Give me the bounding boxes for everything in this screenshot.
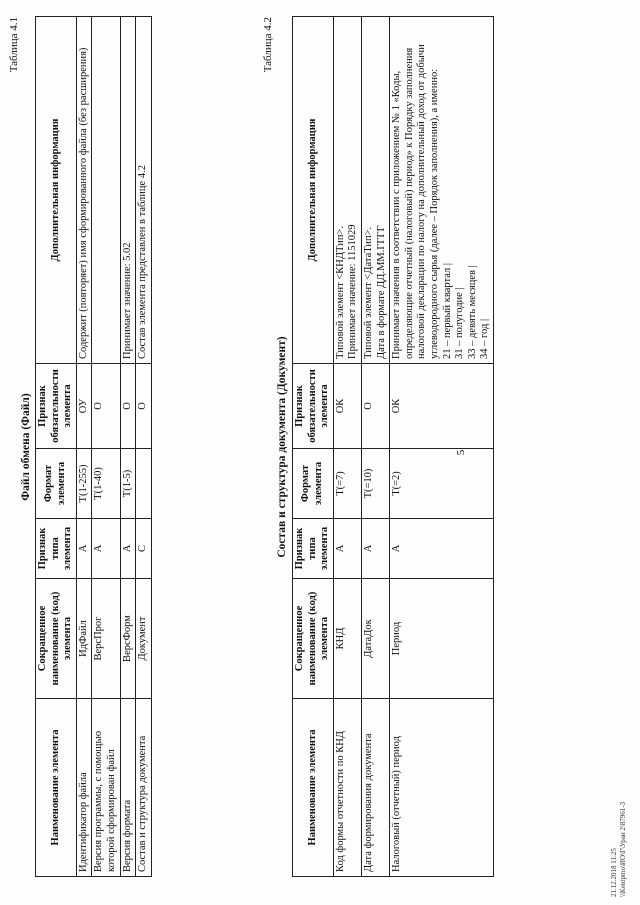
cell-info: Состав элемента представлен в таблице 4.2 — [136, 17, 152, 364]
table-row — [333, 17, 361, 877]
cell-required: О — [120, 364, 136, 449]
file-exchange-table — [35, 16, 152, 877]
cell-code: ДатаДок — [361, 579, 389, 699]
cell-name: Версия программы, с помощью которой сформирован файл — [92, 699, 120, 877]
cell-required: ОУ — [76, 364, 92, 449]
table-row — [120, 17, 136, 877]
header-format: Формат элемента — [293, 449, 334, 519]
cell-type: С — [136, 519, 152, 579]
table-row — [136, 17, 152, 877]
info-line: 21 – первый квартал | — [441, 263, 453, 359]
cell-code: ВерсПрог — [92, 579, 120, 699]
cell-type: А — [361, 519, 389, 579]
header-name: Наименование элемента — [36, 699, 77, 877]
table2-caption: Таблица 4.2 — [262, 17, 274, 73]
cell-info — [333, 17, 361, 364]
table2-title: Состав и структура документа (Документ) — [276, 336, 288, 558]
cell-required: ОК — [333, 364, 361, 449]
header-code: Сокращенное наименование (код) элемента — [293, 579, 334, 699]
cell-type: А — [120, 519, 136, 579]
cell-type: А — [333, 519, 361, 579]
cell-code: ИдФайл — [76, 579, 92, 699]
cell-name: Состав и структура документа — [136, 699, 152, 877]
table-row — [361, 17, 389, 877]
info-line: Дата в формате ДД.ММ.ГГГГ — [375, 225, 387, 359]
cell-info — [361, 17, 389, 364]
cell-code: КНД — [333, 579, 361, 699]
cell-info — [92, 17, 120, 364]
info-line: Принимает значение: 1151029 — [347, 224, 359, 359]
cell-type: А — [76, 519, 92, 579]
cell-required: ОК — [390, 364, 494, 449]
table2-header-row — [293, 17, 334, 877]
document-structure-table — [292, 16, 494, 877]
footer-timestamp: 21.12.2018 11:25 — [610, 848, 618, 897]
cell-code: ВерсФорм — [120, 579, 136, 699]
table1-caption: Таблица 4.1 — [8, 17, 20, 73]
table-row — [390, 17, 494, 877]
info-line: Типовой элемент <КНДТип>. — [334, 226, 346, 359]
cell-name: Код формы отчетности по КНД — [333, 699, 361, 877]
cell-format: T(=7) — [333, 449, 361, 519]
table1-header-row — [36, 17, 77, 877]
cell-type: А — [92, 519, 120, 579]
cell-name: Идентификатор файла — [76, 699, 92, 877]
cell-info — [390, 17, 494, 364]
cell-required: О — [136, 364, 152, 449]
cell-required: О — [92, 364, 120, 449]
footer-path: \\Kentpmo\ИО\Г\Уран 2\87961-3 — [618, 801, 627, 897]
header-info: Дополнительная информация — [293, 17, 334, 364]
page-number: 5 — [455, 449, 467, 456]
cell-required: О — [361, 364, 389, 449]
info-line: Принимает значения в соответствии с приложением № 1 «Коды, определяющие отчетный (налоговый) период» к Порядку заполнения налоговой декларации по налогу на дополнительный доход от добычи углеводородного сырья (далее – Порядок заполнения), а именно: — [391, 44, 440, 359]
cell-format: T(1-5) — [120, 449, 136, 519]
header-type: Признак типа элемента — [293, 519, 334, 579]
header-required: Признак обязательности элемента — [293, 364, 334, 449]
info-line: 34 – год | — [479, 318, 491, 359]
header-info: Дополнительная информация — [36, 17, 77, 364]
info-line: 33 – девять месяцев | — [466, 265, 478, 359]
cell-format: T(1-255) — [76, 449, 92, 519]
header-code: Сокращенное наименование (код) элемента — [36, 579, 77, 699]
cell-code: Документ — [136, 579, 152, 699]
cell-name: Налоговый (отчетный) период — [390, 699, 494, 877]
info-line: 31 – полугодие | — [454, 287, 466, 359]
cell-name: Версия формата — [120, 699, 136, 877]
table1-title: Файл обмена (Файл) — [20, 393, 32, 501]
cell-format: T(1-40) — [92, 449, 120, 519]
header-type: Признак типа элемента — [36, 519, 77, 579]
table-row — [92, 17, 120, 877]
cell-info: Принимает значение: 5.02 — [120, 17, 136, 364]
cell-format: T(=2) — [390, 449, 494, 519]
footer — [610, 597, 628, 897]
header-required: Признак обязательности элемента — [36, 364, 77, 449]
cell-name: Дата формирования документа — [361, 699, 389, 877]
cell-type: А — [390, 519, 494, 579]
header-name: Наименование элемента — [293, 699, 334, 877]
header-format: Формат элемента — [36, 449, 77, 519]
cell-format: T(=10) — [361, 449, 389, 519]
cell-format — [136, 449, 152, 519]
cell-info: Содержит (повторяет) имя сформированного файла (без расширения) — [76, 17, 92, 364]
table-row — [76, 17, 92, 877]
cell-code: Период — [390, 579, 494, 699]
info-line: Типовой элемент <ДатаТип>. — [362, 226, 374, 359]
